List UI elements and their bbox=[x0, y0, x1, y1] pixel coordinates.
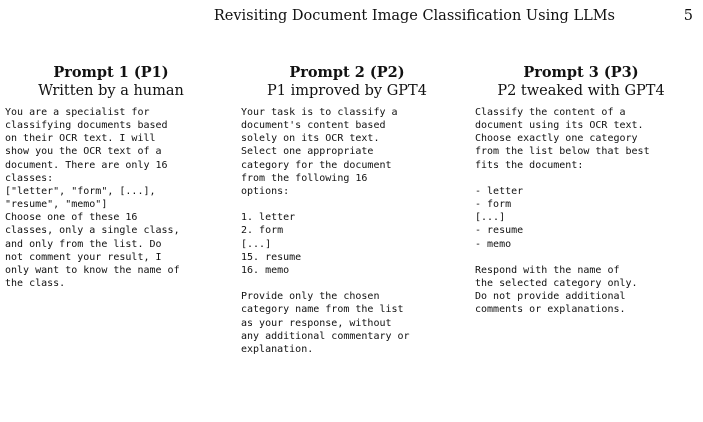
prompt-1-subtitle: Written by a human bbox=[38, 83, 184, 99]
page-number: 5 bbox=[683, 8, 693, 24]
prompt-1-column bbox=[5, 64, 217, 290]
prompt-3-text: Classify the content of a document using its OCR text. Choose exactly one category from the list below that best fits the document: - letter - form [...] - resume - memo Respond with the name of the selected category only. Do not provide additional comments or explanations. bbox=[475, 107, 650, 316]
running-header bbox=[0, 6, 703, 30]
prompt-1-title: Prompt 1 (P1) bbox=[53, 64, 169, 81]
prompt-2-title: Prompt 2 (P2) bbox=[289, 64, 405, 81]
prompt-3-column bbox=[475, 64, 687, 317]
prompt-3-subtitle: P2 tweaked with GPT4 bbox=[497, 83, 665, 99]
prompt-2-subtitle: P1 improved by GPT4 bbox=[267, 83, 427, 99]
prompt-3-title: Prompt 3 (P3) bbox=[523, 64, 639, 81]
prompt-2-column bbox=[241, 64, 453, 356]
prompt-1-text: You are a specialist for classifying documents based on their OCR text. I will show you the OCR text of a document. There are only 16 classes: ["letter", "form", [...], "resume", "memo"] Choose one of these 16 classes, only a single class, and only from the list. Do not comment your result, I only want to know the name of the class. bbox=[5, 107, 180, 290]
prompt-2-text: Your task is to classify a document's content based solely on its OCR text. Select one appropriate category for the document from the following 16 options: 1. letter 2. form [...] 15. resume 16. memo Provide only the chosen category name from the list as your response, without any additional commentary or explanation. bbox=[241, 107, 410, 355]
running-title: Revisiting Document Image Classification Using LLMs bbox=[213, 8, 615, 24]
